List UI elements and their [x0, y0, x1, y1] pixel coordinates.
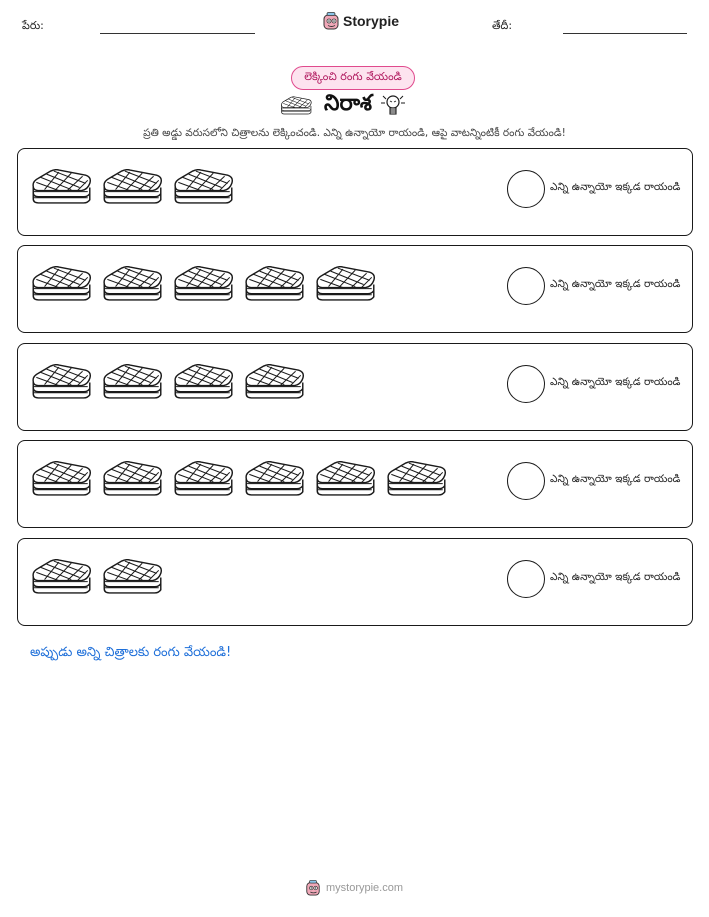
answer-circle[interactable]	[507, 267, 545, 305]
folded-blanket-icon[interactable]	[314, 266, 376, 303]
answer-circle[interactable]	[507, 560, 545, 598]
counting-row	[17, 538, 693, 626]
date-label: తేదీ:	[492, 19, 513, 32]
crying-bulb-icon	[380, 93, 406, 119]
answer-prompt: ఎన్ని ఉన్నాయో ఇక్కడ రాయండి	[550, 473, 681, 485]
answer-circle[interactable]	[507, 170, 545, 208]
folded-blanket-icon[interactable]	[101, 169, 163, 206]
folded-blanket-icon[interactable]	[30, 559, 92, 596]
brand-logo	[322, 12, 399, 30]
folded-blanket-icon[interactable]	[172, 266, 234, 303]
storypie-mascot-icon	[305, 880, 321, 896]
folded-blanket-icon[interactable]	[172, 169, 234, 206]
folded-blanket-icon[interactable]	[243, 266, 305, 303]
name-label: పేరు:	[22, 19, 44, 32]
footer-url: mystorypie.com	[326, 882, 404, 894]
folded-blanket-icon[interactable]	[30, 266, 92, 303]
folded-blanket-icon[interactable]	[101, 364, 163, 401]
answer-prompt: ఎన్ని ఉన్నాయో ఇక్కడ రాయండి	[550, 181, 681, 193]
counting-row	[17, 245, 693, 333]
folded-blanket-icon[interactable]	[172, 364, 234, 401]
answer-circle[interactable]	[507, 462, 545, 500]
blanket-group	[30, 461, 447, 498]
folded-blanket-icon[interactable]	[30, 364, 92, 401]
counting-row	[17, 343, 693, 431]
blanket-group	[30, 364, 305, 401]
color-all-note: అప్పుడు అన్ని చిత్రాలకు రంగు వేయండి!	[30, 645, 232, 660]
folded-blanket-icon[interactable]	[172, 461, 234, 498]
instructions: ప్రతి అడ్డు వరుసలోని చిత్రాలను లెక్కించండి. ఎన్ని ఉన్నాయో రాయండి, ఆపై వాటన్నింటికీ రంగు వేయండి!	[143, 127, 566, 139]
storypie-mascot-icon	[322, 12, 340, 30]
folded-blanket-icon[interactable]	[30, 461, 92, 498]
answer-circle[interactable]	[507, 365, 545, 403]
folded-blanket-icon	[280, 96, 312, 116]
folded-blanket-icon[interactable]	[385, 461, 447, 498]
blanket-group	[30, 266, 376, 303]
answer-prompt: ఎన్ని ఉన్నాయో ఇక్కడ రాయండి	[550, 376, 681, 388]
page-title: నిరాశ	[324, 91, 372, 116]
title-row	[280, 92, 430, 120]
answer-prompt: ఎన్ని ఉన్నాయో ఇక్కడ రాయండి	[550, 278, 681, 290]
date-line[interactable]	[563, 33, 687, 34]
folded-blanket-icon[interactable]	[101, 461, 163, 498]
blanket-group	[30, 169, 234, 206]
folded-blanket-icon[interactable]	[314, 461, 376, 498]
worksheet-badge	[291, 66, 415, 90]
name-line[interactable]	[100, 33, 255, 34]
folded-blanket-icon[interactable]	[101, 266, 163, 303]
counting-row	[17, 148, 693, 236]
folded-blanket-icon[interactable]	[101, 559, 163, 596]
folded-blanket-icon[interactable]	[243, 364, 305, 401]
folded-blanket-icon[interactable]	[243, 461, 305, 498]
blanket-group	[30, 559, 163, 596]
worksheet-badge-label: లెక్కించి రంగు వేయండి	[304, 70, 402, 83]
counting-row	[17, 440, 693, 528]
brand-name: Storypie	[343, 13, 400, 29]
folded-blanket-icon[interactable]	[30, 169, 92, 206]
footer-brand	[305, 880, 403, 896]
answer-prompt: ఎన్ని ఉన్నాయో ఇక్కడ రాయండి	[550, 571, 681, 583]
